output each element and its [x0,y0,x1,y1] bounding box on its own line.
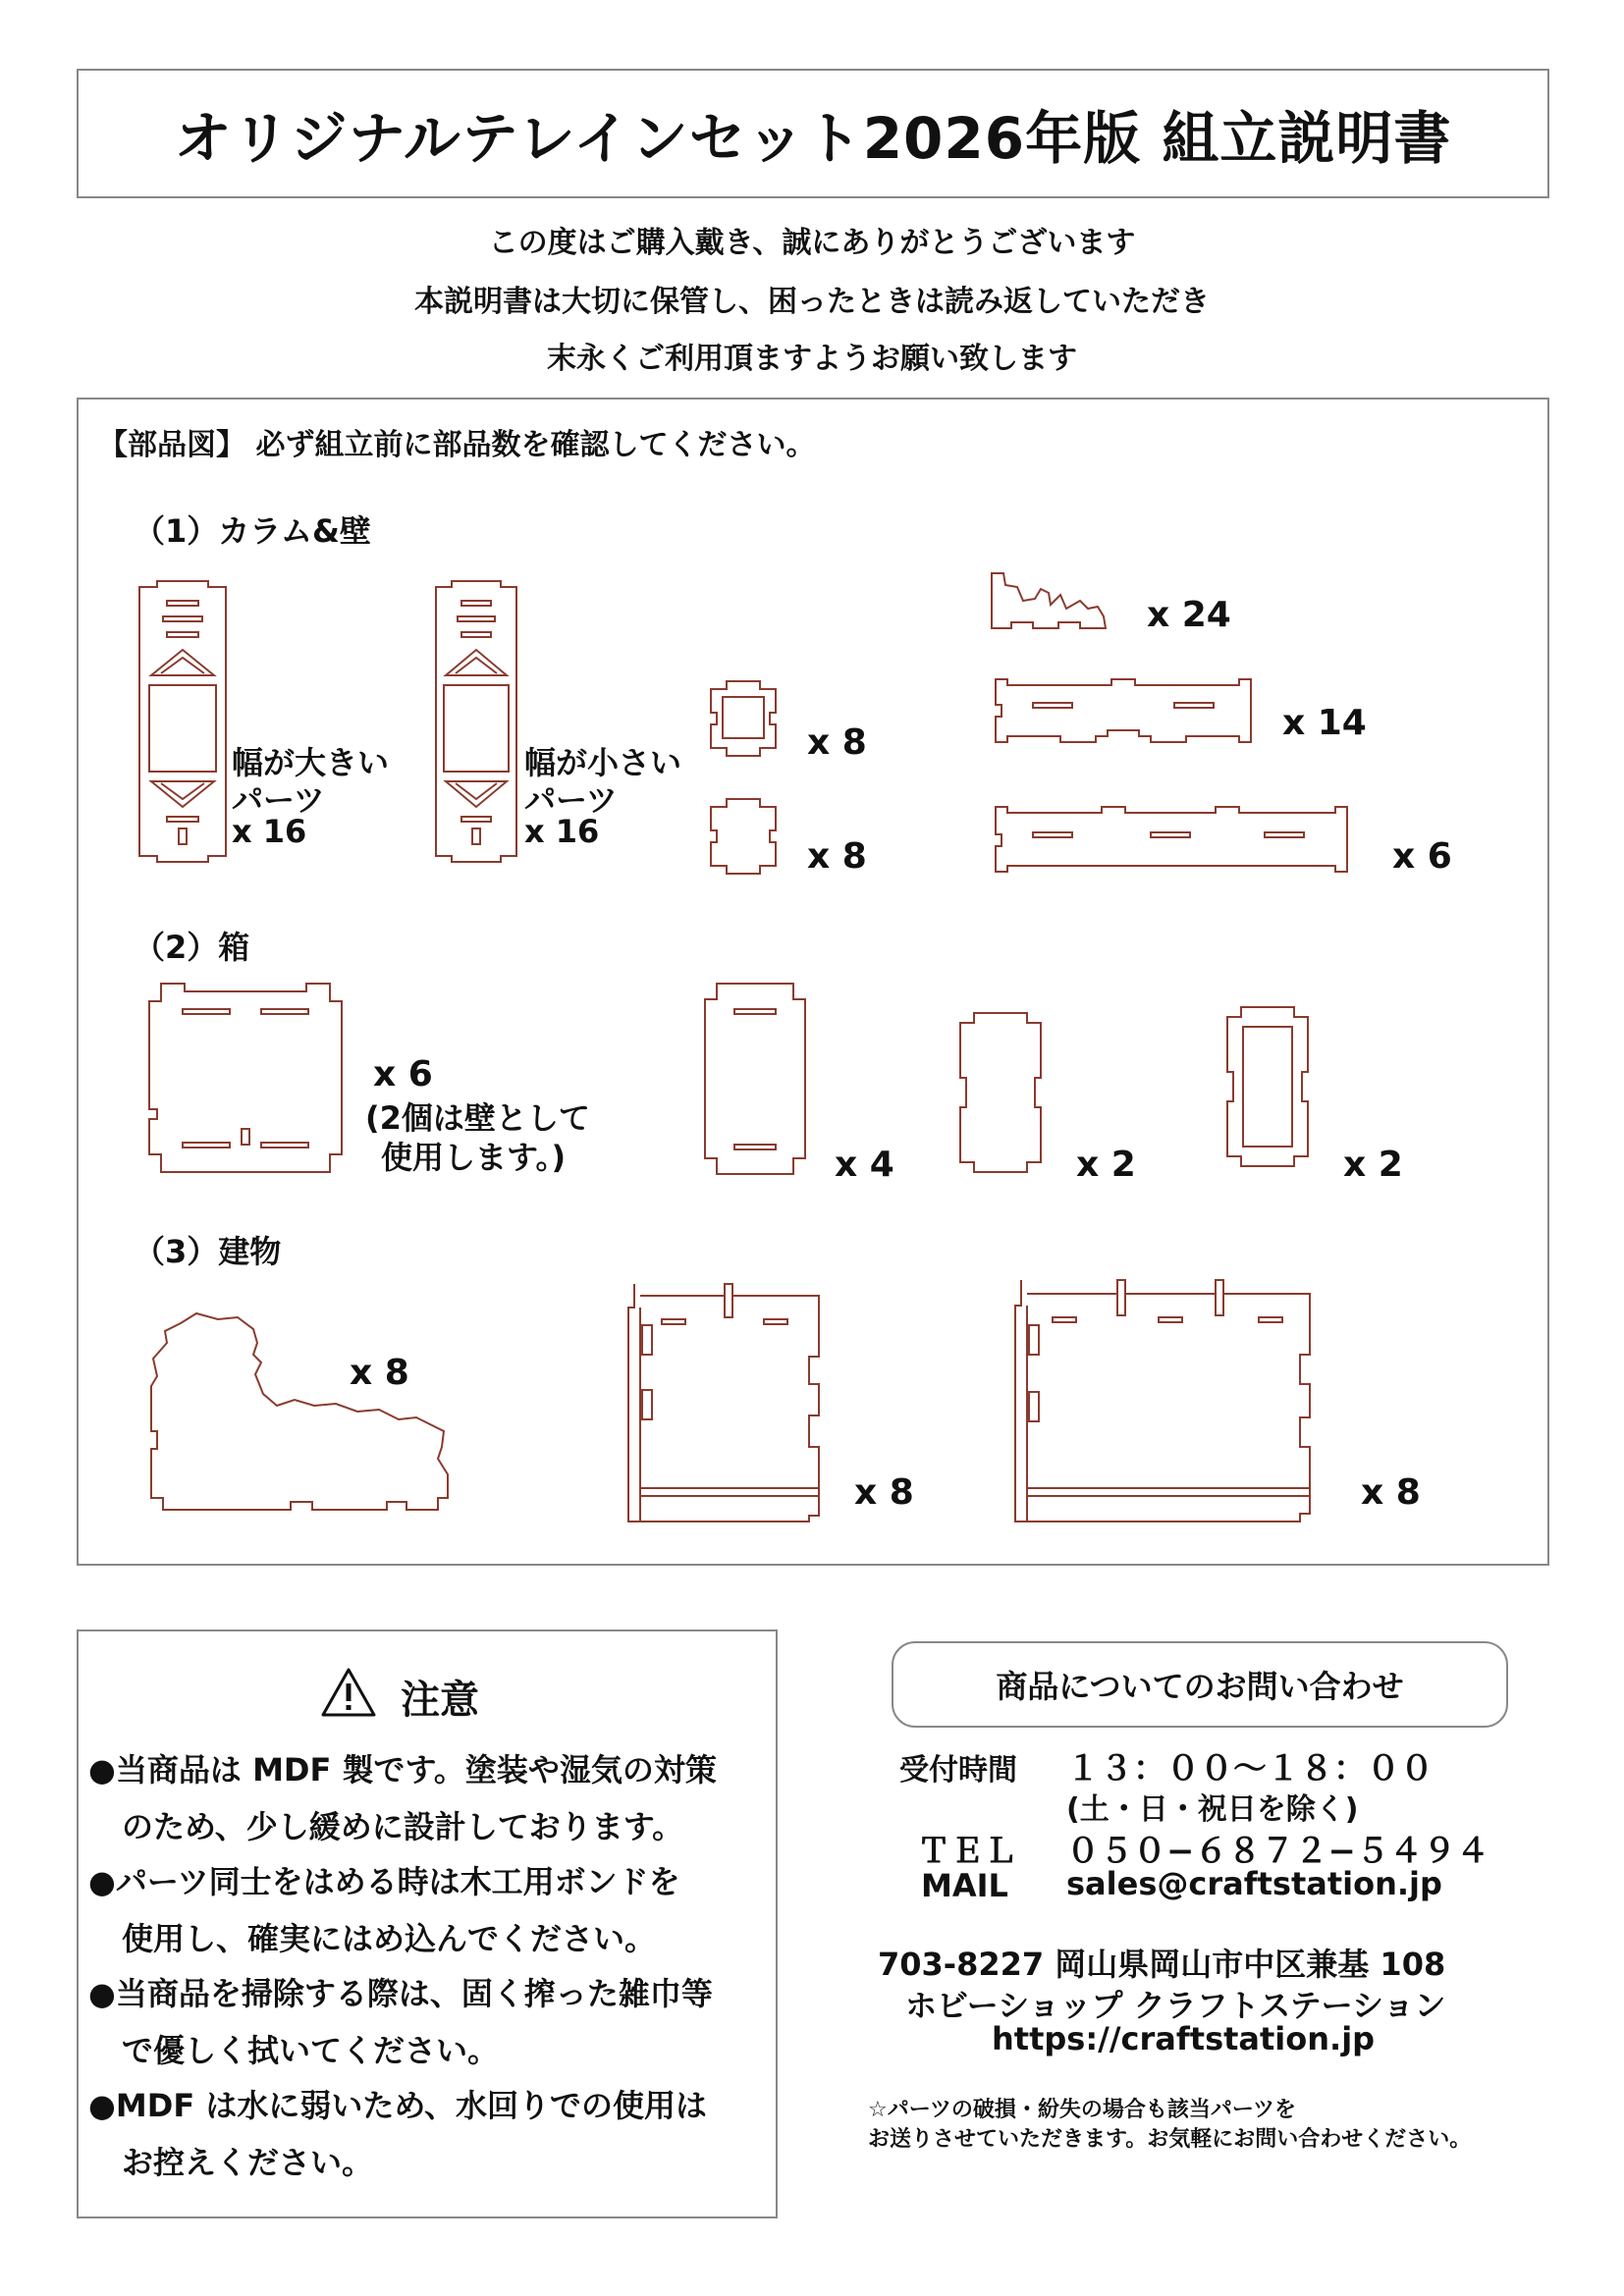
address: 703-8227 岡山県岡山市中区兼基 108 [878,1946,1446,1983]
square-frame-part [709,679,778,758]
frame-count: x 2 [1343,1145,1403,1185]
wide-part-label-2: パーツ [232,781,325,819]
box-note-1: (2個は壁として [365,1099,590,1137]
section-2-heading: （2）箱 [134,929,250,966]
wall-long-count: x 6 [1392,836,1452,877]
plate-count: x 2 [1076,1145,1136,1185]
caution-heading: 注意 [401,1678,479,1723]
hours-label: 受付時間 [899,1753,1017,1788]
caution-item-4-line-1: ●MDF は水に弱いため、水回りでの使用は [88,2087,708,2124]
intro-line-2: 本説明書は大切に保管し、困ったときは読み返していただき [414,285,1210,319]
box-frame-part [1225,1005,1310,1168]
narrow-part-count: x 16 [524,813,600,850]
caution-item-1 [88,1741,756,1855]
caution-item-4 [88,2077,756,2191]
caution-item-1-line-1: ●当商品は MDF 製です。塗装や湿気の対策 [88,1751,717,1789]
section-3-heading: （3）建物 [134,1233,282,1270]
wide-part-label-1: 幅が大きい [232,744,390,781]
building-large-part [1013,1278,1314,1523]
warning-triangle-icon [320,1667,377,1718]
hours-note: (土・日・祝日を除く) [1066,1792,1359,1827]
box-end-part [703,982,807,1176]
wide-part-count: x 16 [232,813,307,850]
narrow-part-label-1: 幅が小さい [524,744,682,781]
tel-value: ０５０−６８７２−５４９４ [1066,1832,1489,1871]
section-1-heading: （1）カラム&壁 [134,512,371,550]
building-small-part [626,1282,823,1523]
caution-item-2-line-1: ●パーツ同士をはめる時は木工用ボンドを [88,1863,680,1900]
contact-heading-text: 商品についてのお問い合わせ [996,1668,1404,1705]
caution-item-3-line-1: ●当商品を掃除する際は、固く搾った雑巾等 [88,1975,713,2012]
box-note-2: 使用します。) [381,1139,567,1176]
shop-url[interactable]: https://craftstation.jp [992,2020,1376,2057]
panel-count: x 4 [835,1145,894,1185]
wall-short-part [994,677,1253,744]
ruin-building-part [147,1309,452,1512]
intro-line-1: この度はご購入戴き、誠にありがとうございます [488,226,1136,260]
box-side-part [147,982,344,1174]
caution-item-2-line-2: 使用し、確実にはめ込んでください。 [122,1920,657,1957]
contact-heading [892,1641,1508,1728]
square-a-count: x 8 [807,722,867,763]
wall-long-part [994,805,1349,874]
box-count: x 6 [373,1054,433,1095]
shop-name: ホビーショップ クラフトステーション [905,1987,1446,2024]
narrow-part-label-2: パーツ [524,781,618,819]
square-plate-part [709,797,778,876]
caution-item-1-line-2: のため、少し緩めに設計しております。 [122,1808,684,1845]
building-small-count: x 8 [854,1472,914,1513]
mail-label: MAIL [921,1867,1008,1904]
document-title: オリジナルテレインセット2026年版 組立説明書 [174,105,1452,172]
intro-line-3: 末永くご利用頂ますようお願い致します [547,342,1077,376]
rubble-count: x 24 [1147,595,1231,635]
mail-link[interactable]: sales@craftstation.jp [1066,1865,1442,1902]
caution-item-3 [88,1965,756,2079]
column-wide-part [135,579,230,864]
wall-short-count: x 14 [1282,703,1367,743]
caution-item-3-line-2: で優しく拭いてください。 [122,2032,500,2069]
caution-item-2 [88,1853,756,1967]
parts-note-1: ☆パーツの破損・紛失の場合も該当パーツを [868,2098,1296,2122]
building-large-count: x 8 [1361,1472,1421,1513]
title-box [77,69,1549,198]
column-narrow-part [432,579,520,864]
caution-item-4-line-2: お控えください。 [122,2144,374,2181]
parts-header: 【部品図】 必ず組立前に部品数を確認してください。 [98,428,816,462]
hours-value: １３：００～１８：００ [1066,1749,1434,1789]
square-b-count: x 8 [807,836,867,877]
rubble-wall-part [990,569,1108,630]
ruin-count: x 8 [350,1353,409,1393]
tel-label: ＴＥＬ [917,1832,1017,1871]
parts-note-2: お送りさせていただきます。お気軽にお問い合わせください。 [868,2127,1472,2152]
box-plate-part [958,1011,1043,1174]
